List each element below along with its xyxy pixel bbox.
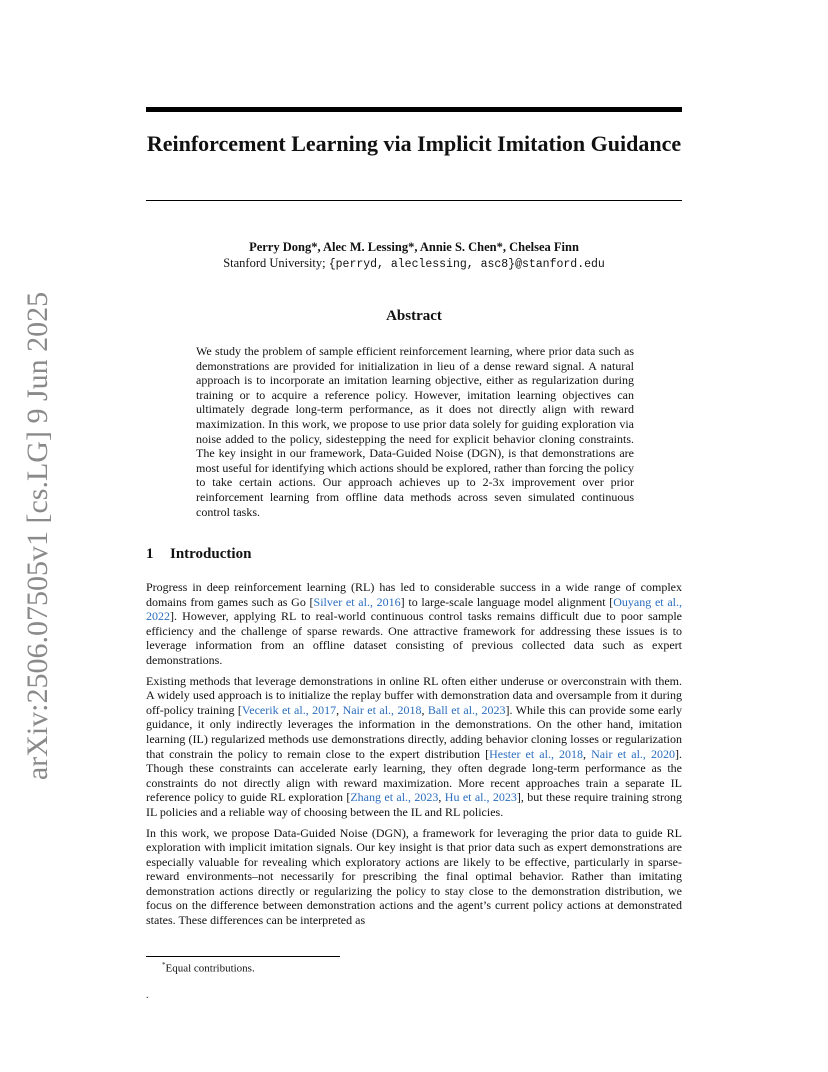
citation-link[interactable]: Silver et al., 2016 <box>313 594 401 609</box>
abstract-heading: Abstract <box>386 308 442 324</box>
citation-link[interactable]: Hester et al., 2018 <box>489 746 584 761</box>
intro-paragraph-3: In this work, we propose Data-Guided Noise (DGN), a framework for leveraging the prior data to guide RL exploration with implicit imitation signals. Our key insight is that prior data such as expert demonstrations are especially valuable for revealing which exploratory actions are likely to be effective, particularly in sparse-reward environments–not necessarily for prescribing the final optimal behavior. Rather than imitating demonstration actions directly or regularizing the policy to stay close to the demonstration distribution, we focus on the difference between demonstration actions and the agent’s current policy actions at demonstrated states. These differences can be interpreted as <box>146 825 682 928</box>
section-heading-introduction <box>146 546 251 563</box>
affiliation <box>146 256 682 271</box>
footnote-rule <box>146 956 340 957</box>
text-run: ]. While this can provide some early guidance, it only indirectly leverages the information in the demonstrations. On the other hand, imitation learning (IL) regularized methods use demonstrations directly, adding behavior cloning losses or regularization that constrain the policy to remain close to the expert distribution [ <box>146 702 683 761</box>
text-run: Existing methods that leverage demonstrations in online RL often either underuse or overconstrain with them. A widely used approach is to initialize the replay buffer with demonstration data and oversample from it during off-policy training [ <box>146 673 682 717</box>
text-run: ], but these require training strong IL policies and a reliable way of choosing between the IL and RL policies. <box>146 790 683 819</box>
title-top-rule <box>146 107 682 112</box>
footnote-mark: * <box>162 961 166 969</box>
footnote-text: Equal contributions. <box>165 962 255 975</box>
section-number: 1 <box>146 546 154 562</box>
text-run: Progress in deep reinforcement learning (RL) has led to considerable success in a wide range of complex domains from games such as Go [ <box>146 580 682 609</box>
text-run: ] to large-scale language model alignment [ <box>400 594 614 609</box>
affiliation-name: Stanford University; <box>223 256 326 270</box>
text-run: ]. Though these constraints can accelerate early learning, they often degrade long-term performance as the constraints do not directly align with reward maximization. More recent approaches train a separate IL reference policy to guide RL exploration [ <box>146 746 683 805</box>
introduction-body <box>146 580 682 934</box>
arxiv-id-text: arXiv:2506.07505v1 [cs.LG] 9 Jun 2025 <box>21 291 54 780</box>
text-run: , <box>583 746 592 761</box>
citation-link[interactable]: Hu et al., 2023 <box>444 790 517 805</box>
citation-link[interactable]: Nair et al., 2018 <box>342 702 422 717</box>
citation-link[interactable]: Ball et al., 2023 <box>427 702 506 717</box>
author-list: Perry Dong*, Alec M. Lessing*, Annie S. Chen*, Chelsea Finn <box>249 240 579 254</box>
citation-link[interactable]: Ouyang et al., 2022 <box>146 594 682 624</box>
footnote <box>162 961 255 975</box>
section-title: Introduction <box>170 546 252 562</box>
title-bottom-rule <box>146 200 682 201</box>
text-run: , <box>336 702 343 717</box>
citation-link[interactable]: Zhang et al., 2023 <box>350 790 439 805</box>
arxiv-identifier <box>18 291 58 780</box>
page-mark: . <box>146 990 149 1001</box>
abstract-text: We study the problem of sample efficient reinforcement learning, where prior data such as demonstrations are provided for initialization in lieu of a dense reward signal. A natural approach is to incorporate an imitation learning objective, either as regularization during training or to acquire a reference policy. However, imitation learning objectives can ultimately degrade long-term performance, as it does not directly align with reward maximization. In this work, we propose to use prior data solely for guiding exploration via noise added to the policy, sidestepping the need for explicit behavior cloning constraints. The key insight in our framework, Data-Guided Noise (DGN), is that demonstrations are most useful for identifying which actions should be explored, rather than forcing the policy to take certain actions. Our approach achieves up to 2-3x improvement over prior reinforcement learning from offline data methods across seven simulated continuous control tasks. <box>196 344 634 519</box>
text-run: , <box>438 790 445 805</box>
paper-title: Reinforcement Learning via Implicit Imitation Guidance <box>146 131 682 156</box>
text-run: ]. However, applying RL to real-world continuous control tasks remains difficult due to poor sample efficiency and the challenge of sparse rewards. One attractive framework for addressing these issues is to leverage information from an offline dataset consisting of previous collected data such as expert demonstrations. <box>146 609 682 667</box>
intro-paragraph-2 <box>146 674 682 820</box>
citation-link[interactable]: Vecerik et al., 2017 <box>241 702 337 717</box>
author-emails: {perryd, aleclessing, asc8}@stanford.edu <box>328 258 605 271</box>
citation-link[interactable]: Nair et al., 2020 <box>591 746 676 761</box>
text-run: , <box>421 702 428 717</box>
intro-paragraph-1 <box>146 580 682 668</box>
